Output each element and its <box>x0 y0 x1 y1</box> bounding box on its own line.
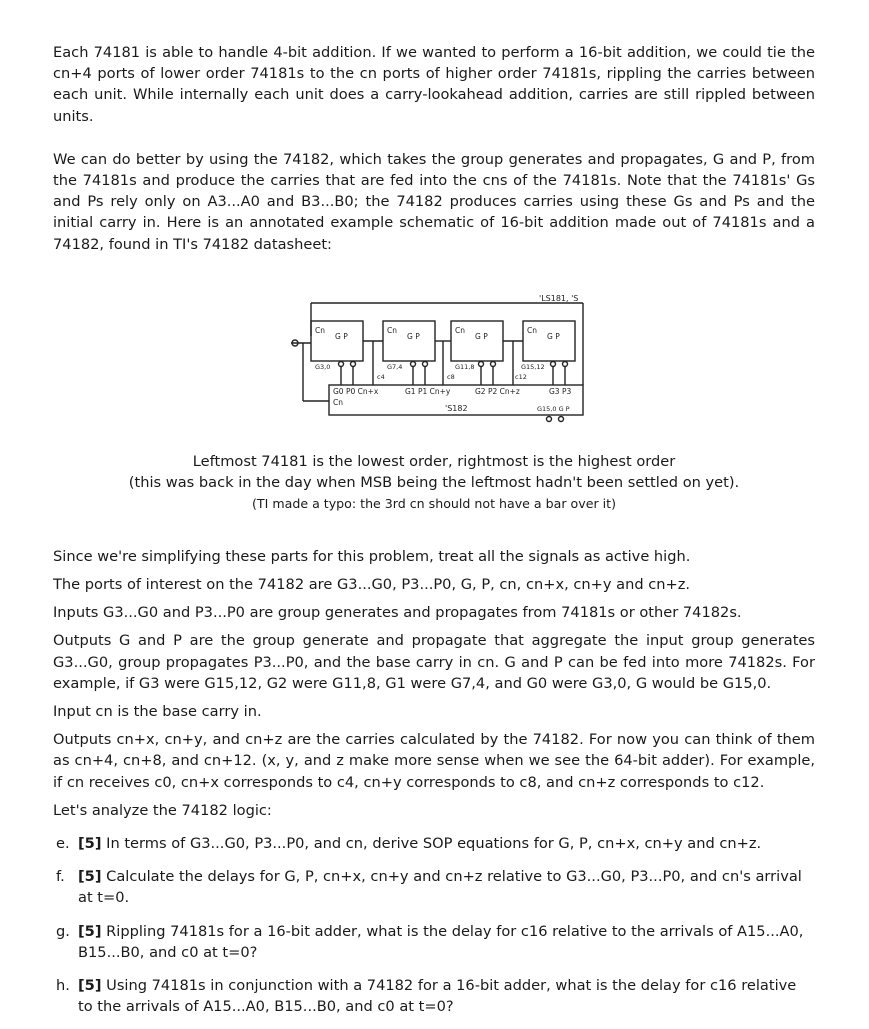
question-e <box>53 833 815 854</box>
document-page <box>53 42 815 1029</box>
question-text: Rippling 74181s for a 16-bit adder, what is the delay for c16 relative to the arrivals of A15...A0, B15...B0, and c0 at t=0? <box>78 922 804 961</box>
question-g <box>53 921 815 963</box>
chip182-label: 'S182 <box>445 403 468 413</box>
question-letter: e. <box>56 835 70 853</box>
c-label-2: c8 <box>447 372 455 381</box>
svg-text:Cn: Cn <box>315 325 325 335</box>
question-text: Using 74181s in conjunction with a 74182 for a 16-bit adder, what is the delay for c16 relative to the arrivals of A15...A0, B15...B0, and c0 at t=0? <box>78 977 797 1016</box>
c-label-1: c4 <box>377 372 385 381</box>
svg-text:G P: G P <box>335 331 348 341</box>
question-letter: g. <box>56 922 70 940</box>
intro-paragraph-2: We can do better by using the 74182, which takes the group generates and propagates, G and P, from the 74181s and produce the carries that are fed into the cns of the 74181s. Note that the 74181s' Gs and Ps rely only on A3...A0 and B3...B0; the 74182 produces carries using these Gs and Ps and the initial carry in. Here is an annotated example schematic of 16-bit addition made out of 74181s and a 74182, found in TI's 74182 datasheet: <box>53 150 815 253</box>
svg-text:G P: G P <box>407 331 420 341</box>
chip-label: 'LS181, 'S <box>539 293 579 303</box>
svg-text:Cn: Cn <box>387 325 397 335</box>
question-points: [5] <box>78 835 102 853</box>
out-label: G15,0 <box>537 404 557 413</box>
body-section <box>53 546 815 821</box>
question-points: [5] <box>78 868 102 886</box>
svg-text:Cn: Cn <box>527 325 537 335</box>
question-f <box>53 866 815 908</box>
caption-line-3: (TI made a typo: the 3rd cn should not have a bar over it) <box>252 495 616 511</box>
question-h <box>53 975 815 1017</box>
g-label-3: G11,8 <box>455 362 475 371</box>
g-label-1: G3,0 <box>315 362 331 371</box>
intro-paragraph-1: Each 74181 is able to handle 4-bit addition. If we wanted to perform a 16-bit addition, we could tie the cn+4 ports of lower order 74181s to the cn ports of higher order 74181s, rippling the carries between each unit. While internally each unit does a carry-lookahead addition, carries are still rippled between units. <box>53 44 815 125</box>
question-points: [5] <box>78 922 102 940</box>
body-p7: Let's analyze the 74182 logic: <box>53 801 272 819</box>
svg-text:G0 P0 Cn+x: G0 P0 Cn+x <box>333 386 379 396</box>
question-text: Calculate the delays for G, P, cn+x, cn+y and cn+z relative to G3...G0, P3...P0, and cn's arrival at t=0. <box>78 868 802 907</box>
svg-text:G P: G P <box>475 331 488 341</box>
svg-text:Cn: Cn <box>333 397 343 407</box>
body-p2: The ports of interest on the 74182 are G3...G0, P3...P0, G, P, cn, cn+x, cn+y and cn+z. <box>53 576 691 594</box>
svg-text:Cn: Cn <box>455 325 465 335</box>
g-label-2: G7,4 <box>387 362 403 371</box>
svg-text:G P: G P <box>547 331 560 341</box>
body-p6: Outputs cn+x, cn+y, and cn+z are the carries calculated by the 74182. For now you can think of them as cn+4, cn+8, and cn+12. (x, y, and z make more sense when we see the 64-bit adder). For example, if cn receives c0, cn+x corresponds to c4, cn+y corresponds to c8, and cn+z corresponds to c12. <box>53 731 815 791</box>
question-points: [5] <box>78 977 102 995</box>
body-p5: Input cn is the base carry in. <box>53 703 262 721</box>
svg-text:G3 P3: G3 P3 <box>549 386 572 396</box>
body-p1: Since we're simplifying these parts for this problem, treat all the signals as active high. <box>53 547 691 565</box>
body-p4: Outputs G and P are the group generate and propagate that aggregate the input group generates G3...G0, group propagates P3...P0, and the base carry in cn. G and P can be fed into more 74182s. For example, if G3 were G15,12, G2 were G11,8, G1 were G7,4, and G0 were G3,0, G would be G15,0. <box>53 632 815 692</box>
schematic-diagram <box>53 291 815 451</box>
question-text: In terms of G3...G0, P3...P0, and cn, derive SOP equations for G, P, cn+x, cn+y and cn+z. <box>106 835 762 853</box>
caption-line-2: (this was back in the day when MSB being the leftmost hadn't been settled on yet). <box>128 473 740 491</box>
c-label-3: c12 <box>515 372 527 381</box>
svg-text:G1 P1 Cn+y: G1 P1 Cn+y <box>405 386 451 396</box>
svg-text:G2 P2 Cn+z: G2 P2 Cn+z <box>475 386 520 396</box>
figure-caption <box>53 451 815 514</box>
question-list <box>53 833 815 1017</box>
schematic-figure <box>53 291 815 451</box>
body-p3: Inputs G3...G0 and P3...P0 are group generates and propagates from 74181s or other 74182s. <box>53 604 742 622</box>
svg-text:G15,0 G P: G15,0 G P <box>537 404 570 413</box>
g-label-4: G15,12 <box>521 362 545 371</box>
caption-line-1: Leftmost 74181 is the lowest order, rightmost is the highest order <box>192 452 676 470</box>
question-letter: f. <box>56 868 65 886</box>
question-letter: h. <box>56 977 70 995</box>
